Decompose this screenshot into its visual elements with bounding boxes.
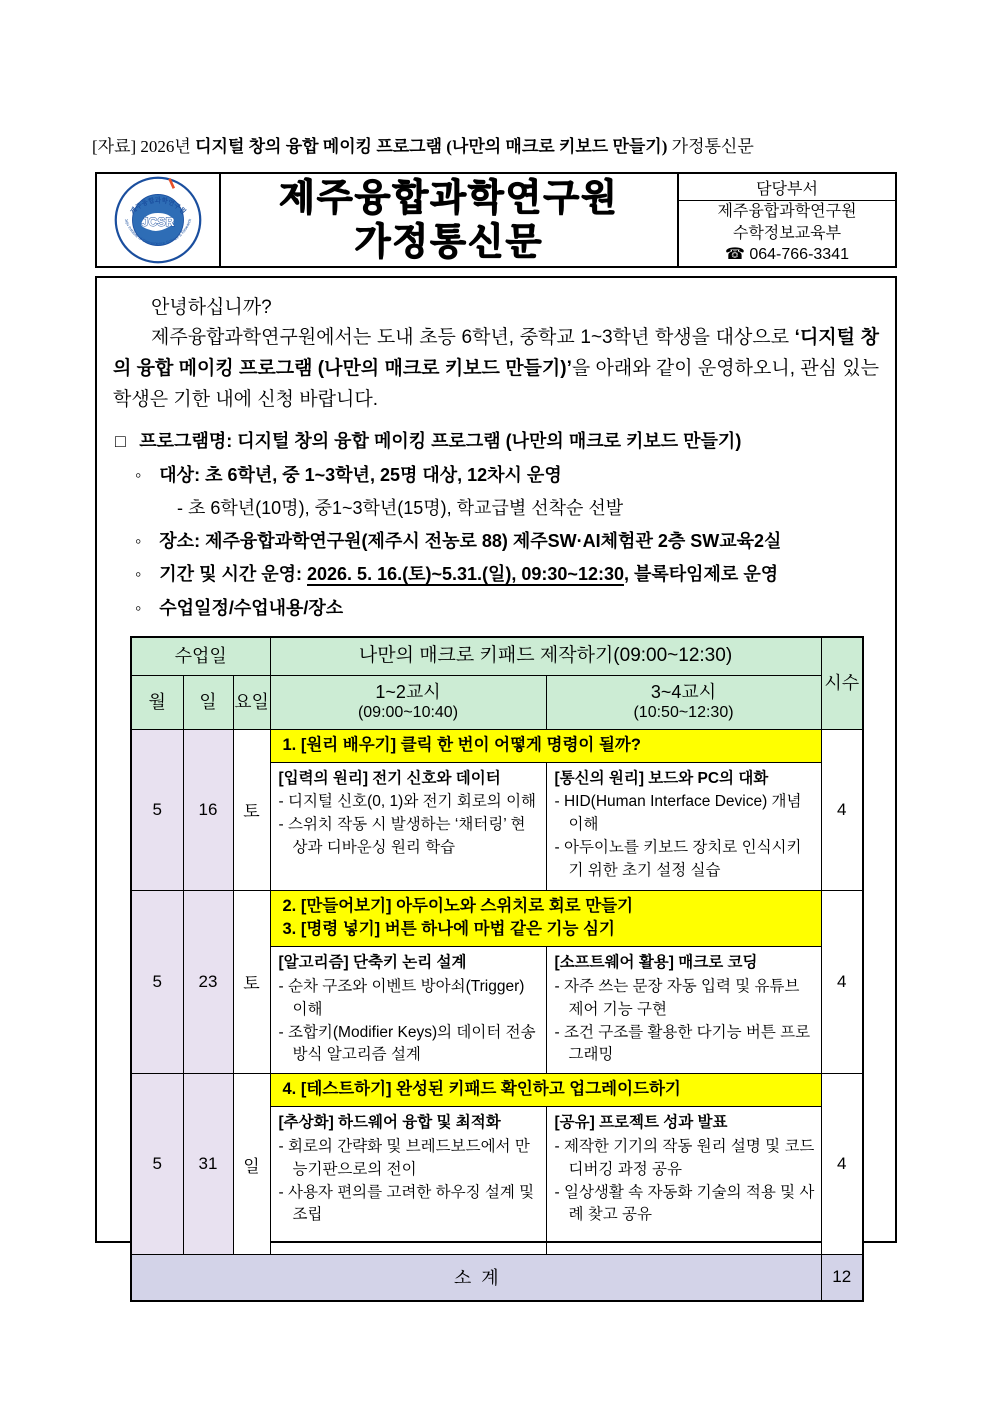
reference-line-post: 가정통신문 [667, 137, 754, 156]
content-item: - 조건 구조를 활용한 다기능 버튼 프로그래밍 [554, 1023, 811, 1064]
table-row-banner-1 [131, 729, 863, 762]
content-cell-right [546, 1107, 821, 1255]
period-post: , 블록타임제로 운영 [623, 564, 779, 585]
table-footer-row [131, 1255, 863, 1301]
list-item-period [113, 562, 879, 586]
circle-bullet-icon: ◦ [135, 597, 142, 618]
cell-weekday: 토 [233, 890, 270, 1074]
content-item: - 순차 구조와 이벤트 방아쇠(Trigger) 이해 [278, 978, 525, 1018]
list-item-target-sub: - 초 6학년(10명), 중1~3학년(15명), 학교급별 선착순 선발 [177, 497, 624, 518]
cell-hours: 4 [821, 1074, 863, 1255]
content-cell-left [270, 762, 546, 890]
intro-program-name: ‘디지털 창의 융합 메이킹 프로그램 (나만의 매크로 키보드 만들기)’ [113, 327, 879, 379]
list-item-target [113, 463, 879, 487]
header-hours: 시수 [821, 637, 863, 729]
cell-month: 5 [131, 890, 183, 1074]
cell-day: 31 [183, 1074, 233, 1255]
reference-line-pre: [자료] 2026년 [92, 137, 196, 156]
subtotal-label: 소 계 [131, 1255, 821, 1301]
circle-bullet-icon: ◦ [135, 564, 142, 585]
schedule-table [130, 636, 864, 1302]
session-banner [270, 890, 821, 947]
letterhead [95, 172, 897, 268]
list-item-program-name [113, 429, 879, 453]
period-dates: 2026. 5. 16.(토)~5.31.(일), 09:30~12:30 [307, 564, 624, 585]
content-cell-left [270, 1107, 546, 1255]
banner-line: 4. [테스트하기] 완성된 키패드 확인하고 업그레이드하기 [282, 1080, 681, 1099]
subtotal-value: 12 [821, 1255, 863, 1301]
letterhead-title-line1: 제주융합과학연구원 [279, 177, 619, 219]
content-title: [공유] 프로젝트 성과 발표 [554, 1114, 728, 1132]
schedule-label-text: 수업일정/수업내용/장소 [159, 597, 344, 618]
content-cell-left [270, 947, 546, 1074]
header-main-title: 나만의 매크로 키패드 제작하기(09:00~12:30) [270, 637, 821, 675]
table-row-banner-3 [131, 1074, 863, 1107]
cell-weekday: 토 [233, 729, 270, 890]
content-item: - 스위치 작동 시 발생하는 ‘채터링’ 현상과 디바운싱 원리 학습 [278, 816, 526, 856]
cell-hours: 4 [821, 890, 863, 1074]
dept-body [679, 201, 895, 266]
target-text: 대상: 초 6학년, 중 1~3학년, 25명 대상, 12차시 운영 [159, 464, 562, 485]
cell-hours: 4 [821, 729, 863, 890]
content-title: [소프트웨어 활용] 매크로 코딩 [554, 954, 758, 972]
intro-post: 을 아래와 같이 운영하오니, 관심 있는 학생은 기한 내에 신청 바랍니다. [113, 357, 879, 410]
circle-bullet-icon: ◦ [135, 531, 142, 552]
period1-title: 1~2교시 [375, 681, 441, 702]
banner-line: 1. [원리 배우기] 클릭 한 번이 어떻게 명령이 될까? [282, 735, 641, 754]
contact-info-box [679, 174, 895, 266]
cell-month: 5 [131, 1074, 183, 1255]
content-item: - 디지털 신호(0, 1)와 전기 회로의 이해 [278, 793, 537, 811]
content-title: [통신의 원리] 보드와 PC의 대화 [554, 769, 769, 787]
header-period2 [546, 675, 821, 729]
cell-weekday: 일 [233, 1074, 270, 1255]
banner-line: 3. [명령 넣기] 버튼 하나에 마법 같은 기능 심기 [282, 920, 615, 939]
letterhead-title [221, 174, 679, 266]
dept-label: 담당부서 [679, 174, 895, 201]
intro-paragraph [113, 323, 879, 415]
cell-day: 16 [183, 729, 233, 890]
content-title: [추상화] 하드웨어 융합 및 최적화 [278, 1114, 501, 1132]
document-reference-line [92, 136, 904, 158]
letterhead-title-line2: 가정통신문 [354, 221, 544, 262]
dept-org: 제주융합과학연구원 [717, 203, 857, 221]
header-day: 일 [183, 675, 233, 729]
content-item: - 회로의 간략화 및 브레드보드에서 만능기판으로의 전이 [278, 1137, 530, 1178]
logo-center-text: JCSR [141, 215, 175, 230]
table-row-banner-2 [131, 890, 863, 947]
reference-line-program: 디지털 창의 융합 메이킹 프로그램 (나만의 매크로 키보드 만들기) [195, 137, 668, 156]
logo-arc-bottom-text: Jeju Institute of Convergence Science & Research [123, 218, 193, 246]
cell-month: 5 [131, 729, 183, 890]
content-cell-right [546, 762, 821, 890]
content-item: - 제작한 기기의 작동 원리 설명 및 코드 디버깅 과정 공유 [554, 1137, 815, 1178]
header-weekday: 요일 [233, 675, 270, 729]
header-month: 월 [131, 675, 183, 729]
list-item-place [113, 529, 879, 553]
logo-arc-top-text: 제주융합과학연구원 [129, 197, 187, 216]
program-name-text: 프로그램명: 디지털 창의 융합 메이킹 프로그램 (나만의 매크로 키보드 만들기) [139, 431, 742, 452]
content-item: - 사용자 편의를 고려한 하우징 설계 및 조립 [278, 1183, 535, 1224]
session-banner [270, 1074, 821, 1107]
table-header-row-2 [131, 675, 863, 729]
org-logo [97, 174, 221, 266]
header-period1 [270, 675, 546, 729]
place-text: 장소: 제주융합과학연구원(제주시 전농로 88) 제주SW·AI체험관 2층 SW교육2실 [159, 531, 782, 552]
period2-time: (10:50~12:30) [633, 704, 734, 722]
square-bullet-icon: □ [115, 431, 126, 452]
letter-body-frame [95, 276, 897, 1289]
content-item: - 일상생활 속 자동화 기술의 적용 및 사례 찾고 공유 [554, 1183, 815, 1224]
content-item: - 아두이노를 키보드 장치로 인식시키기 위한 초기 설정 실습 [554, 838, 802, 879]
dept-team: 수학정보교육부 [732, 224, 842, 242]
content-cell-right [546, 947, 821, 1074]
list-item-schedule [113, 596, 879, 620]
org-logo-icon [114, 176, 202, 264]
table-header-row-1 [131, 637, 863, 675]
cell-day: 23 [183, 890, 233, 1074]
content-title: [알고리즘] 단축키 논리 설계 [278, 954, 467, 972]
circle-bullet-icon: ◦ [135, 464, 142, 485]
greeting-text: 안녕하십니까? [151, 297, 272, 318]
content-item: - HID(Human Interface Device) 개념 이해 [554, 793, 802, 834]
session-banner [270, 729, 821, 762]
content-title: [입력의 원리] 전기 신호와 데이터 [278, 769, 501, 787]
header-class-day: 수업일 [131, 637, 270, 675]
content-item: - 자주 쓰는 문장 자동 입력 및 유튜브 제어 기능 구현 [554, 978, 800, 1018]
period-label: 기간 및 시간 운영: [159, 564, 308, 585]
banner-line: 2. [만들어보기] 아두이노와 스위치로 회로 만들기 [282, 896, 634, 915]
period1-time: (09:00~10:40) [357, 704, 459, 722]
program-detail-list [113, 429, 879, 620]
intro-pre: 제주융합과학연구원에서는 도내 초등 6학년, 중학교 1~3학년 학생을 대상으로 [151, 327, 795, 348]
content-item: - 조합키(Modifier Keys)의 데이터 전송 방식 알고리즘 설계 [278, 1023, 536, 1064]
dept-phone: ☎ 064-766-3341 [724, 245, 849, 263]
period2-title: 3~4교시 [650, 681, 717, 702]
